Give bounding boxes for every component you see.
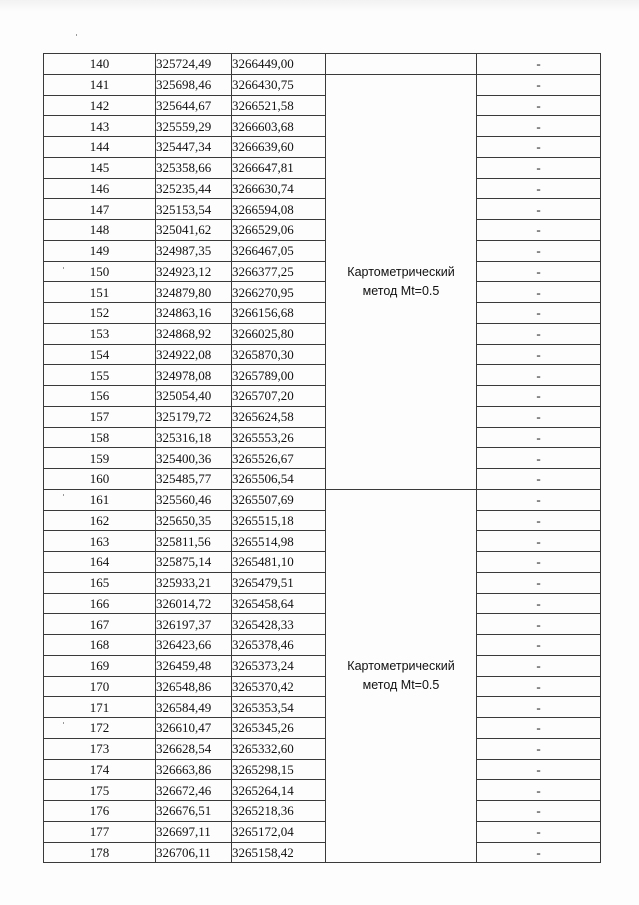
table-row — [44, 54, 601, 75]
y-coordinate-cell: 3265428,33 — [232, 614, 326, 635]
y-coordinate-cell: 3265624,58 — [232, 406, 326, 427]
y-coordinate-cell: 3265353,54 — [232, 697, 326, 718]
point-number-cell: 151 — [44, 282, 156, 303]
point-number-cell: 154 — [44, 344, 156, 365]
point-number-cell: 149 — [44, 240, 156, 261]
point-number-cell: 161 — [44, 489, 156, 510]
point-number-cell: 152 — [44, 303, 156, 324]
y-coordinate-cell: 3265378,46 — [232, 635, 326, 656]
y-coordinate-cell: 3266639,60 — [232, 137, 326, 158]
note-cell: - — [477, 614, 601, 635]
table-row — [44, 386, 601, 407]
x-coordinate-cell: 325698,46 — [156, 74, 232, 95]
y-coordinate-cell: 3265553,26 — [232, 427, 326, 448]
point-number-cell: 169 — [44, 655, 156, 676]
note-cell: - — [477, 469, 601, 490]
table-row — [44, 74, 601, 95]
note-cell: - — [477, 842, 601, 863]
point-number-cell: 142 — [44, 95, 156, 116]
x-coordinate-cell: 326628,54 — [156, 738, 232, 759]
y-coordinate-cell: 3265218,36 — [232, 801, 326, 822]
table-row — [44, 593, 601, 614]
note-cell: - — [477, 157, 601, 178]
x-coordinate-cell: 325560,46 — [156, 489, 232, 510]
scan-speck — [76, 34, 77, 36]
point-number-cell: 156 — [44, 386, 156, 407]
note-cell: - — [477, 697, 601, 718]
point-number-cell: 175 — [44, 780, 156, 801]
point-number-cell: 140 — [44, 54, 156, 75]
x-coordinate-cell: 325153,54 — [156, 199, 232, 220]
note-cell: - — [477, 635, 601, 656]
point-number-cell: 173 — [44, 738, 156, 759]
x-coordinate-cell: 325447,34 — [156, 137, 232, 158]
y-coordinate-cell: 3266025,80 — [232, 323, 326, 344]
point-number-cell: 163 — [44, 531, 156, 552]
table-row — [44, 738, 601, 759]
x-coordinate-cell: 325400,36 — [156, 448, 232, 469]
note-cell: - — [477, 655, 601, 676]
point-number-cell: 176 — [44, 801, 156, 822]
y-coordinate-cell: 3266467,05 — [232, 240, 326, 261]
point-number-cell: 143 — [44, 116, 156, 137]
table-row — [44, 842, 601, 863]
note-cell: - — [477, 323, 601, 344]
x-coordinate-cell: 325933,21 — [156, 572, 232, 593]
point-number-cell: 167 — [44, 614, 156, 635]
y-coordinate-cell: 3266430,75 — [232, 74, 326, 95]
y-coordinate-cell: 3265515,18 — [232, 510, 326, 531]
table-row — [44, 303, 601, 324]
note-cell: - — [477, 261, 601, 282]
point-number-cell: 144 — [44, 137, 156, 158]
x-coordinate-cell: 326663,86 — [156, 759, 232, 780]
note-cell: - — [477, 74, 601, 95]
x-coordinate-cell: 325041,62 — [156, 220, 232, 241]
x-coordinate-cell: 324863,16 — [156, 303, 232, 324]
y-coordinate-cell: 3266270,95 — [232, 282, 326, 303]
point-number-cell: 160 — [44, 469, 156, 490]
y-coordinate-cell: 3265526,67 — [232, 448, 326, 469]
table-row — [44, 282, 601, 303]
note-cell: - — [477, 303, 601, 324]
table-row — [44, 718, 601, 739]
y-coordinate-cell: 3265370,42 — [232, 676, 326, 697]
table-row — [44, 323, 601, 344]
y-coordinate-cell: 3265870,30 — [232, 344, 326, 365]
table-row — [44, 697, 601, 718]
point-number-cell: 164 — [44, 552, 156, 573]
y-coordinate-cell: 3265481,10 — [232, 552, 326, 573]
x-coordinate-cell: 325179,72 — [156, 406, 232, 427]
note-cell: - — [477, 676, 601, 697]
y-coordinate-cell: 3265373,24 — [232, 655, 326, 676]
note-cell: - — [477, 137, 601, 158]
note-cell: - — [477, 801, 601, 822]
point-number-cell: 168 — [44, 635, 156, 656]
note-cell: - — [477, 531, 601, 552]
table-row — [44, 655, 601, 676]
table-row — [44, 116, 601, 137]
y-coordinate-cell: 3266630,74 — [232, 178, 326, 199]
point-number-cell: 162 — [44, 510, 156, 531]
y-coordinate-cell: 3265507,69 — [232, 489, 326, 510]
coordinates-table-body — [44, 54, 601, 863]
table-row — [44, 95, 601, 116]
note-cell: - — [477, 738, 601, 759]
point-number-cell: 153 — [44, 323, 156, 344]
note-cell: - — [477, 593, 601, 614]
x-coordinate-cell: 326584,49 — [156, 697, 232, 718]
table-row — [44, 635, 601, 656]
point-number-cell: 170 — [44, 676, 156, 697]
point-number-cell: 141 — [44, 74, 156, 95]
point-number-cell: 171 — [44, 697, 156, 718]
x-coordinate-cell: 324879,80 — [156, 282, 232, 303]
point-number-cell: 165 — [44, 572, 156, 593]
note-cell: - — [477, 489, 601, 510]
y-coordinate-cell: 3266156,68 — [232, 303, 326, 324]
note-cell: - — [477, 780, 601, 801]
table-row — [44, 137, 601, 158]
method-cell — [326, 54, 477, 75]
table-row — [44, 759, 601, 780]
note-cell: - — [477, 821, 601, 842]
point-number-cell: 157 — [44, 406, 156, 427]
point-number-cell: 178 — [44, 842, 156, 863]
note-cell: - — [477, 95, 601, 116]
x-coordinate-cell: 326706,11 — [156, 842, 232, 863]
method-label-line1: Картометрический — [347, 264, 455, 279]
table-row — [44, 448, 601, 469]
y-coordinate-cell: 3265264,14 — [232, 780, 326, 801]
y-coordinate-cell: 3266647,81 — [232, 157, 326, 178]
table-row — [44, 489, 601, 510]
table-row — [44, 552, 601, 573]
note-cell: - — [477, 116, 601, 137]
point-number-cell: 155 — [44, 365, 156, 386]
y-coordinate-cell: 3265707,20 — [232, 386, 326, 407]
y-coordinate-cell: 3265158,42 — [232, 842, 326, 863]
point-number-cell: 172 — [44, 718, 156, 739]
note-cell: - — [477, 365, 601, 386]
note-cell: - — [477, 427, 601, 448]
x-coordinate-cell: 326423,66 — [156, 635, 232, 656]
y-coordinate-cell: 3265345,26 — [232, 718, 326, 739]
method-label-line2: метод Mt=0.5 — [362, 283, 440, 298]
note-cell: - — [477, 54, 601, 75]
y-coordinate-cell: 3265332,60 — [232, 738, 326, 759]
x-coordinate-cell: 325650,35 — [156, 510, 232, 531]
x-coordinate-cell: 325485,77 — [156, 469, 232, 490]
table-row — [44, 178, 601, 199]
y-coordinate-cell: 3266449,00 — [232, 54, 326, 75]
table-row — [44, 821, 601, 842]
y-coordinate-cell: 3265458,64 — [232, 593, 326, 614]
x-coordinate-cell: 326610,47 — [156, 718, 232, 739]
y-coordinate-cell: 3266594,08 — [232, 199, 326, 220]
note-cell: - — [477, 510, 601, 531]
note-cell: - — [477, 282, 601, 303]
table-row — [44, 365, 601, 386]
table-row — [44, 157, 601, 178]
x-coordinate-cell: 326548,86 — [156, 676, 232, 697]
x-coordinate-cell: 325358,66 — [156, 157, 232, 178]
point-number-cell: 159 — [44, 448, 156, 469]
table-row — [44, 531, 601, 552]
x-coordinate-cell: 326459,48 — [156, 655, 232, 676]
x-coordinate-cell: 326014,72 — [156, 593, 232, 614]
point-number-cell: 166 — [44, 593, 156, 614]
y-coordinate-cell: 3265506,54 — [232, 469, 326, 490]
x-coordinate-cell: 325316,18 — [156, 427, 232, 448]
x-coordinate-cell: 324868,92 — [156, 323, 232, 344]
table-row — [44, 614, 601, 635]
note-cell: - — [477, 344, 601, 365]
note-cell: - — [477, 406, 601, 427]
note-cell: - — [477, 178, 601, 199]
x-coordinate-cell: 326197,37 — [156, 614, 232, 635]
point-number-cell: 146 — [44, 178, 156, 199]
point-number-cell: 150 — [44, 261, 156, 282]
method-label-line1: Картометрический — [347, 659, 455, 673]
x-coordinate-cell: 325811,56 — [156, 531, 232, 552]
table-row — [44, 676, 601, 697]
note-cell: - — [477, 448, 601, 469]
table-row — [44, 510, 601, 531]
y-coordinate-cell: 3265514,98 — [232, 531, 326, 552]
note-cell: - — [477, 386, 601, 407]
y-coordinate-cell: 3266603,68 — [232, 116, 326, 137]
y-coordinate-cell: 3265789,00 — [232, 365, 326, 386]
point-number-cell: 147 — [44, 199, 156, 220]
y-coordinate-cell: 3266377,25 — [232, 261, 326, 282]
y-coordinate-cell: 3266529,06 — [232, 220, 326, 241]
method-cell — [326, 74, 477, 489]
note-cell: - — [477, 199, 601, 220]
point-number-cell: 145 — [44, 157, 156, 178]
x-coordinate-cell: 325235,44 — [156, 178, 232, 199]
method-label-line2: метод Mt=0.5 — [362, 678, 440, 692]
table-row — [44, 801, 601, 822]
point-number-cell: 174 — [44, 759, 156, 780]
table-row — [44, 199, 601, 220]
x-coordinate-cell: 326697,11 — [156, 821, 232, 842]
table-row — [44, 406, 601, 427]
x-coordinate-cell: 324923,12 — [156, 261, 232, 282]
x-coordinate-cell: 326672,46 — [156, 780, 232, 801]
x-coordinate-cell: 324987,35 — [156, 240, 232, 261]
y-coordinate-cell: 3265479,51 — [232, 572, 326, 593]
table-row — [44, 220, 601, 241]
x-coordinate-cell: 324922,08 — [156, 344, 232, 365]
x-coordinate-cell: 325644,67 — [156, 95, 232, 116]
table-row — [44, 469, 601, 490]
method-cell — [326, 489, 477, 863]
x-coordinate-cell: 325054,40 — [156, 386, 232, 407]
point-number-cell: 177 — [44, 821, 156, 842]
y-coordinate-cell: 3266521,58 — [232, 95, 326, 116]
scan-edge-shadow — [0, 0, 639, 12]
table-row — [44, 344, 601, 365]
note-cell: - — [477, 552, 601, 573]
point-number-cell: 158 — [44, 427, 156, 448]
note-cell: - — [477, 240, 601, 261]
note-cell: - — [477, 759, 601, 780]
coordinates-table — [43, 53, 601, 863]
y-coordinate-cell: 3265298,15 — [232, 759, 326, 780]
note-cell: - — [477, 718, 601, 739]
table-row — [44, 427, 601, 448]
table-row — [44, 261, 601, 282]
x-coordinate-cell: 325724,49 — [156, 54, 232, 75]
note-cell: - — [477, 220, 601, 241]
table-row — [44, 240, 601, 261]
point-number-cell: 148 — [44, 220, 156, 241]
x-coordinate-cell: 324978,08 — [156, 365, 232, 386]
x-coordinate-cell: 326676,51 — [156, 801, 232, 822]
table-row — [44, 572, 601, 593]
x-coordinate-cell: 325559,29 — [156, 116, 232, 137]
note-cell: - — [477, 572, 601, 593]
table-row — [44, 780, 601, 801]
x-coordinate-cell: 325875,14 — [156, 552, 232, 573]
y-coordinate-cell: 3265172,04 — [232, 821, 326, 842]
